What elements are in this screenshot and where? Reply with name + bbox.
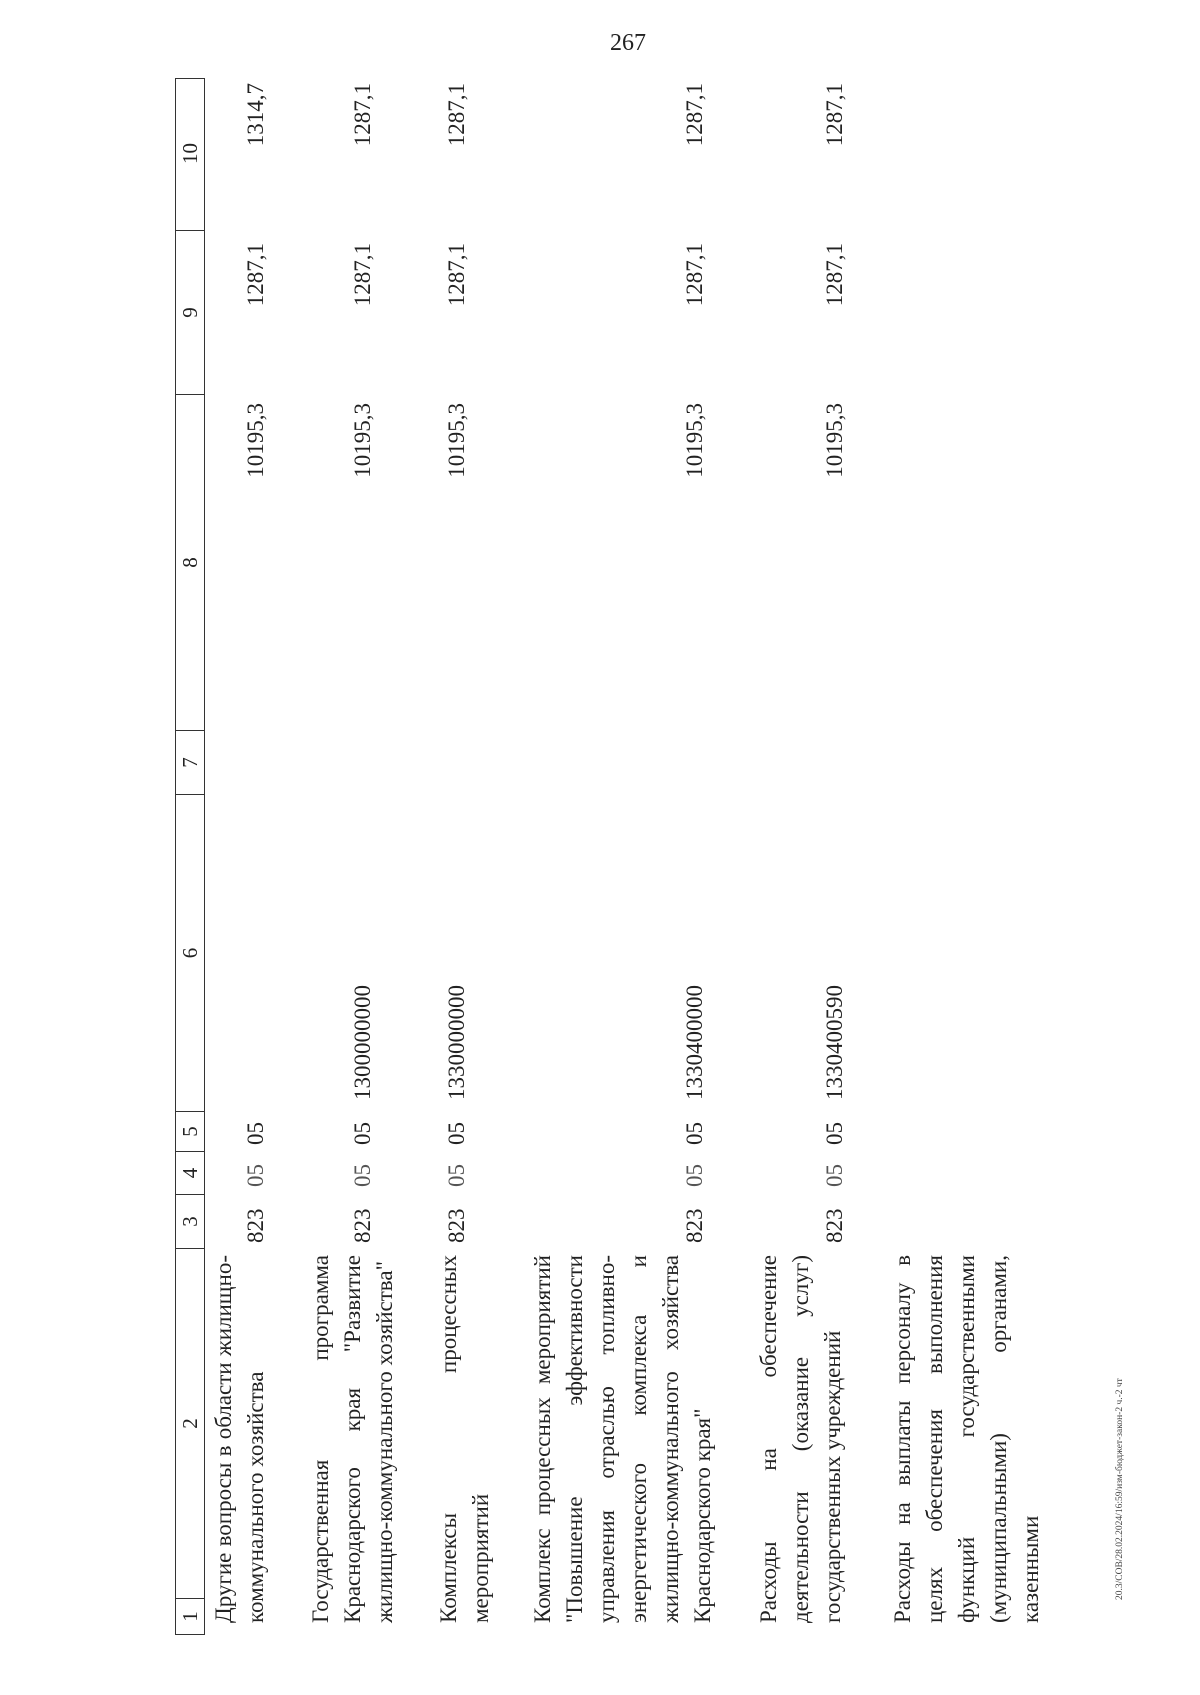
row-description: Расходы на обеспечение деятельности (оказание услуг) государственных учреждений — [756, 1255, 845, 1623]
header-col-1: 1 — [178, 1611, 202, 1622]
cell-col10: 1287,1 — [682, 83, 707, 147]
cell-col9: 1287,1 — [243, 243, 268, 307]
cell-col3: 823 — [444, 1208, 469, 1243]
header-col-10: 10 — [176, 77, 204, 231]
row-description: Государственная программа Краснодарского края "Развитие жилищно-коммунального хозяйства" — [308, 1255, 397, 1623]
page-number: 267 — [610, 30, 646, 56]
cell-col4: 05 — [243, 1164, 268, 1187]
cell-col4: 05 — [444, 1164, 469, 1187]
cell-col3: 823 — [350, 1208, 375, 1243]
cell-col10: 1287,1 — [444, 83, 469, 147]
cell-col8: 10195,3 — [243, 403, 268, 478]
cell-col9: 1287,1 — [350, 243, 375, 307]
document-footer-code: 20.3/СОВ/28.02.2024/16:59/изм-бюджет-закон-2 ч.-2 чт — [1115, 1378, 1125, 1600]
header-col-7: 7 — [176, 731, 204, 795]
cell-col3: 823 — [682, 1208, 707, 1243]
header-col-9: 9 — [176, 231, 204, 395]
cell-col6: 1300000000 — [350, 985, 375, 1100]
row-description: Комплексы процессных мероприятий — [436, 1255, 493, 1623]
cell-col4: 05 — [822, 1164, 847, 1187]
cell-col8: 10195,3 — [444, 403, 469, 478]
cell-col6: 1330400590 — [822, 985, 847, 1100]
cell-col8: 10195,3 — [822, 403, 847, 478]
cell-col6: 1330000000 — [444, 985, 469, 1100]
cell-col9: 1287,1 — [822, 243, 847, 307]
cell-col5: 05 — [682, 1122, 707, 1145]
row-description: Другие вопросы в области жилищно-коммунального хозяйства — [211, 1255, 268, 1623]
cell-col6: 1330400000 — [682, 985, 707, 1100]
cell-col5: 05 — [350, 1122, 375, 1145]
cell-col4: 05 — [682, 1164, 707, 1187]
cell-col5: 05 — [822, 1122, 847, 1145]
cell-col5: 05 — [444, 1122, 469, 1145]
cell-col9: 1287,1 — [444, 243, 469, 307]
cell-col3: 823 — [822, 1208, 847, 1243]
header-col-2: 2 — [176, 1249, 204, 1599]
cell-col10: 1314,7 — [243, 83, 268, 147]
cell-col8: 10195,3 — [350, 403, 375, 478]
cell-col3: 823 — [243, 1208, 268, 1243]
row-description: Комплекс процессных мероприятий "Повышение эффективности управления отраслью топливно-энергетического комплекса и жилищно-коммунального хозяйства Краснодарского края" — [530, 1255, 715, 1623]
header-col-6: 6 — [176, 795, 204, 1112]
cell-col5: 05 — [243, 1122, 268, 1145]
header-col-8: 8 — [176, 395, 204, 731]
cell-col4: 05 — [350, 1164, 375, 1187]
table-header-row — [175, 78, 205, 1635]
cell-col10: 1287,1 — [350, 83, 375, 147]
header-col-3: 3 — [176, 1195, 204, 1249]
header-col-4: 4 — [176, 1152, 204, 1195]
cell-col10: 1287,1 — [822, 83, 847, 147]
cell-col8: 10195,3 — [682, 403, 707, 478]
cell-col9: 1287,1 — [682, 243, 707, 307]
header-col-5: 5 — [176, 1112, 204, 1152]
row-description: Расходы на выплаты персоналу в целях обеспечения выполнения функций государственными (муниципальными) органами, казенными — [890, 1255, 1043, 1623]
rotated-budget-table — [175, 55, 1175, 1635]
